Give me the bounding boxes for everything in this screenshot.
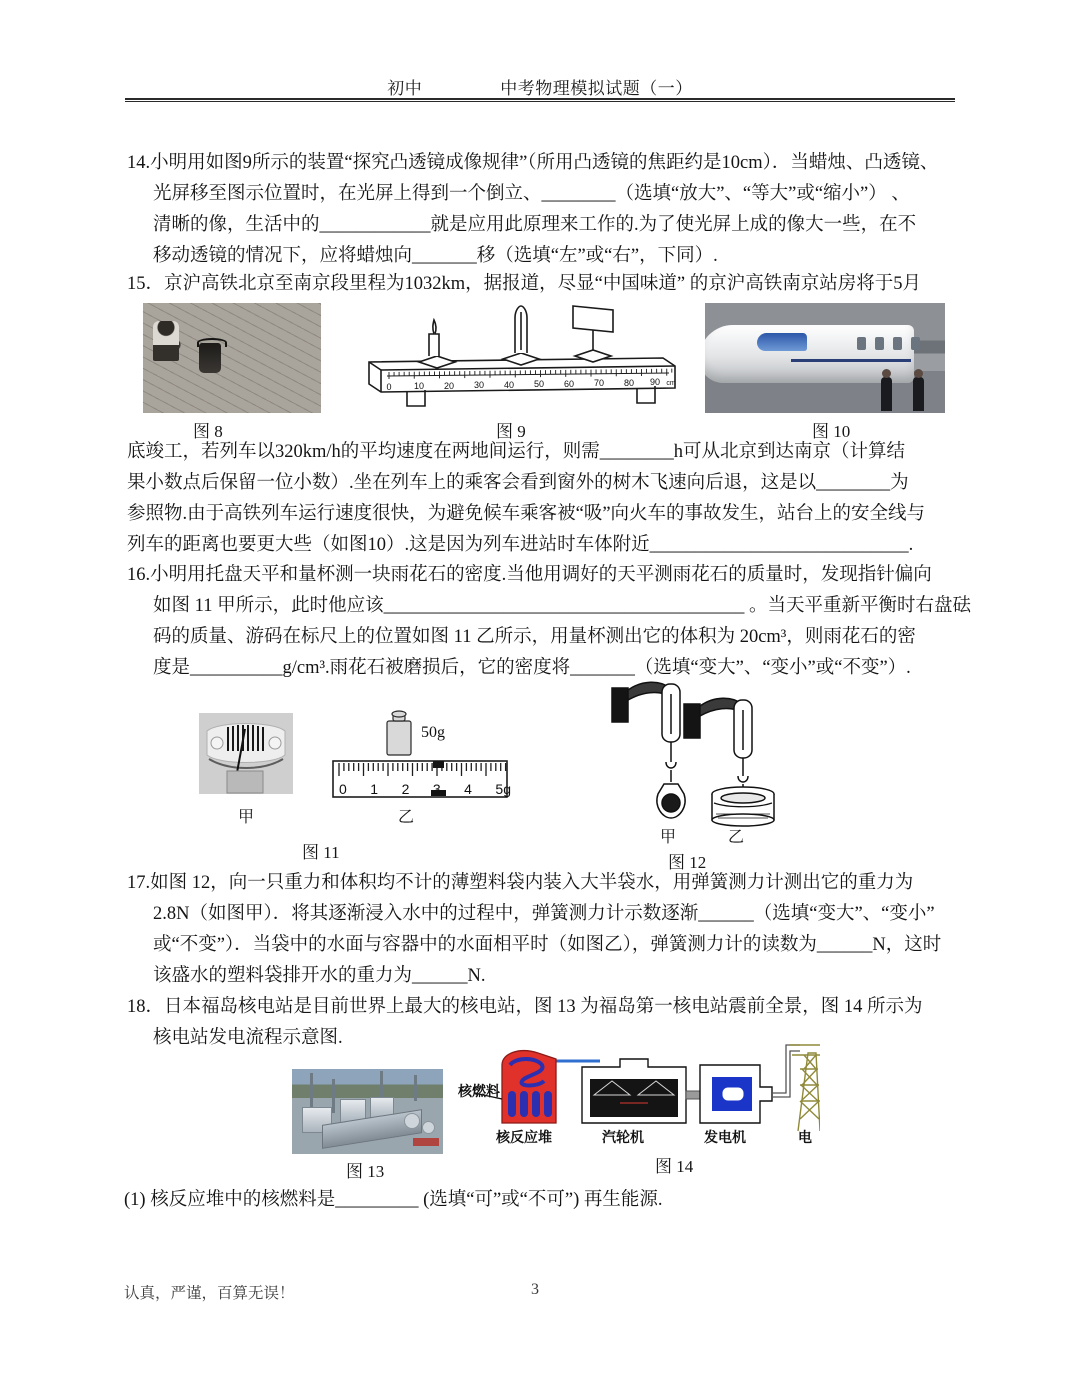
figure-9-caption: 图 9 (496, 422, 526, 441)
q15-line-5: 列车的距离也要更大些（如图10）.这是因为列车进站时车体附近____________________________. (127, 535, 914, 555)
q17-line-4: 该盛水的塑料袋排开水的重力为______N. (153, 966, 486, 986)
q17-line-3: 或“不变”）．当袋中的水面与容器中的水面相平时（如图乙），弹簧测力计的读数为______N，这时 (153, 935, 942, 955)
rider-tick-4: 4 (464, 781, 472, 797)
svg-text:20: 20 (443, 381, 455, 391)
figure-11-balance-pointer-photo (199, 713, 293, 794)
figure-12-spring-scales (608, 672, 838, 827)
figure-8-caption: 图 8 (193, 422, 223, 441)
q14-line-2: 光屏移至图示位置时，在光屏上得到一个倒立、________（选填“放大”、“等大”或“缩小”） 、 (153, 184, 910, 204)
figure-8-drought-photo (143, 303, 321, 413)
svg-text:30: 30 (473, 380, 485, 390)
question-18-part-1 (124, 1185, 974, 1216)
question-14 (127, 148, 967, 272)
header-rule (125, 98, 955, 102)
rider-tick-5: 5g (495, 781, 511, 797)
figure-14-label-electricity: 电 (798, 1131, 812, 1146)
figure-9-optical-bench (363, 300, 681, 418)
q17-line-2: 2.8N（如图甲）．将其逐渐浸入水中的过程中，弹簧测力计示数逐渐______（选填“变大”、“变小” (153, 904, 935, 924)
figure-14-label-generator: 发电机 (704, 1131, 746, 1146)
header-left-label: 初中 (387, 79, 423, 98)
q14-line-4: 移动透镜的情况下，应将蜡烛向_______移（选填“左”或“右”，下同）. (153, 246, 718, 266)
figure-10-train-photo (705, 303, 945, 413)
rider-tick-3: 3 (432, 781, 441, 797)
question-15-intro (127, 269, 972, 300)
question-17 (127, 868, 977, 992)
figure-12-caption: 图 12 (668, 853, 707, 872)
figure-13-nuclear-plant-photo (292, 1069, 443, 1154)
figure-12-left-label: 甲 (660, 829, 677, 846)
q15-line-4: 参照物.由于高铁列车运行速度很快，为避免候车乘客被“吸”向火车的事故发生，站台上的安全线与 (127, 504, 926, 524)
footer-motto: 认真，严谨，百算无误！ (124, 1285, 295, 1302)
balance-pointer-svg (199, 713, 293, 794)
q15-line-3: 果小数点后保留一位小数）.坐在列车上的乘客会看到窗外的树木飞速向后退，这是以________为 (127, 473, 909, 493)
question-15-body (127, 437, 977, 561)
figure-11-caption: 图 11 (302, 843, 340, 862)
rider-tick-0: 0 (339, 781, 347, 797)
q16-line-3: 码的质量、游码在标尺上的位置如图 11 乙所示，用量杯测出它的体积为 20cm³，则雨花石的密 (153, 627, 916, 647)
q16-line-1: 16.小明用托盘天平和量杯测一块雨花石的密度.当他用调好的天平测雨花石的质量时，发现指针偏向 (127, 565, 932, 585)
svg-text:40: 40 (503, 380, 515, 390)
q17-line-1: 17.如图 12，向一只重力和体积均不计的薄塑料袋内装入大半袋水，用弹簧测力计测出它的重力为 (127, 873, 914, 893)
q14-line-3: 清晰的像，生活中的____________就是应用此原理来工作的.为了使光屏上成的像大一些，在不 (153, 215, 917, 235)
svg-text:70: 70 (593, 378, 605, 388)
q15-line-1: 15．京沪高铁北京至南京段里程为1032km，据报道，尽显“中国味道” 的京沪高铁南京站房将于5月 (127, 274, 921, 294)
footer-page-number: 3 (531, 1281, 539, 1298)
figure-12-right-label: 乙 (728, 829, 745, 846)
svg-text:cm: cm (666, 380, 676, 387)
svg-text:60: 60 (563, 379, 575, 389)
figure-14-caption: 图 14 (655, 1157, 694, 1176)
rider-tick-2: 2 (401, 781, 410, 797)
figure-11-left-label: 甲 (238, 809, 255, 826)
figure-11-right-label: 乙 (398, 809, 415, 826)
svg-text:10: 10 (413, 381, 425, 391)
question-16 (127, 560, 977, 684)
svg-text:90: 90 (649, 377, 661, 387)
q16-line-4: 度是__________g/cm³.雨花石被磨损后，它的密度将_______（选填“变大”、“变小”或“不变”）. (153, 658, 911, 678)
figure-9-svg (363, 300, 681, 418)
q18-line-1: 18．日本福岛核电站是目前世界上最大的核电站，图 13 为福岛第一核电站震前全景，图 14 所示为 (127, 997, 923, 1017)
figure-14-label-turbine: 汽轮机 (602, 1131, 644, 1146)
q15-line-2: 底竣工，若列车以320km/h的平均速度在两地间运行，则需________h可从北京到达南京（计算结 (127, 442, 906, 462)
svg-text:50: 50 (533, 379, 545, 389)
page-header (125, 74, 955, 99)
figure-14-flow-diagram (460, 1035, 820, 1150)
figure-11-weight-label: 50g (421, 724, 445, 741)
figure-14-fuel-callout: 核燃料 (458, 1085, 500, 1100)
svg-text:0: 0 (386, 382, 392, 392)
q16-line-2: 如图 11 甲所示，此时他应该_______________________________________ 。当天平重新平衡时右盘砝 (153, 596, 971, 616)
figure-13-caption: 图 13 (346, 1162, 385, 1181)
q18-1-line-1: (1) 核反应堆中的核燃料是_________ (选填“可”或“不可”) 再生能源. (124, 1190, 663, 1210)
q14-line-1: 14.小明用如图9所示的装置“探究凸透镜成像规律”（所用凸透镜的焦距约是10cm）．当蜡烛、凸透镜、 (127, 153, 939, 173)
header-title: 中考物理模拟试题（一） (500, 79, 693, 98)
figure-11-rider-scale (325, 705, 515, 805)
svg-text:80: 80 (623, 378, 635, 388)
spring-scale-svg (608, 672, 838, 827)
q18-line-2: 核电站发电流程示意图. (153, 1028, 343, 1048)
figure-14-label-reactor: 核反应堆 (496, 1131, 552, 1146)
figure-11-scale-tick-labels (339, 781, 511, 797)
rider-tick-1: 1 (370, 781, 379, 797)
figure-10-caption: 图 10 (812, 422, 851, 441)
